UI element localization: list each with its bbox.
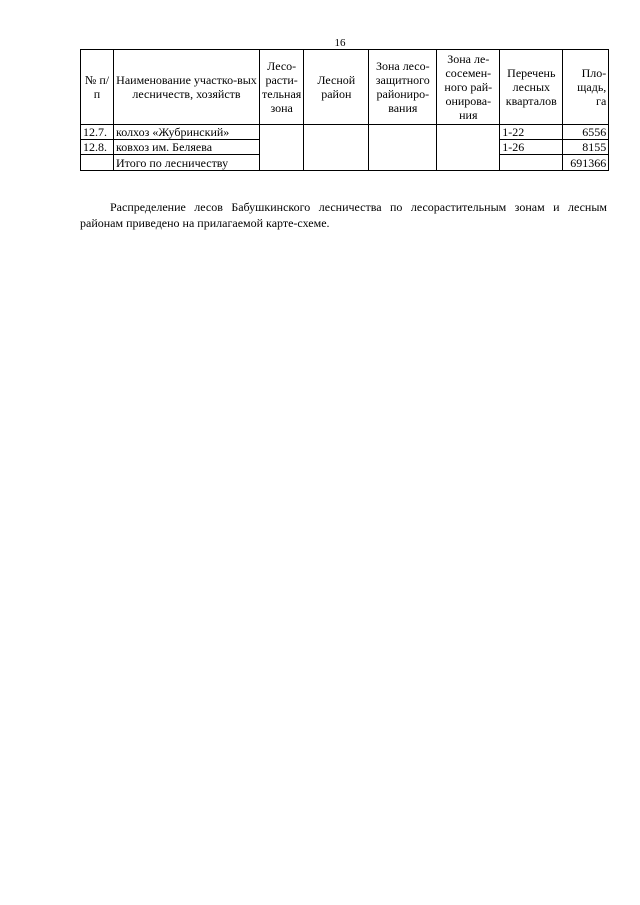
merged-protective-cell xyxy=(369,125,437,171)
header-seed-zone: Зона ле-сосемен-ного рай-онирова-ния xyxy=(437,50,500,125)
header-forest-region: Лесной район xyxy=(304,50,369,125)
row-quarters: 1-22 xyxy=(500,125,563,140)
row-number: 12.8. xyxy=(81,140,114,155)
total-label: Итого по лесничеству xyxy=(114,155,260,171)
row-name: ковхоз им. Беляева xyxy=(114,140,260,155)
table-header-row xyxy=(81,50,609,125)
merged-zone-cell xyxy=(260,125,304,171)
total-empty-cell xyxy=(81,155,114,171)
merged-seed-cell xyxy=(437,125,500,171)
page-number: 16 xyxy=(334,37,346,49)
row-area: 8155 xyxy=(563,140,609,155)
header-protective-zone: Зона лесо-защитного райониро-вания xyxy=(369,50,437,125)
header-name: Наименование участко-вых лесничеств, хозяйств xyxy=(114,50,260,125)
forest-district-table xyxy=(80,49,609,171)
table-row xyxy=(81,125,609,140)
header-vegetation-zone: Лесо-расти-тельная зона xyxy=(260,50,304,125)
total-quarters-cell xyxy=(500,155,563,171)
row-quarters: 1-26 xyxy=(500,140,563,155)
total-area: 691366 xyxy=(563,155,609,171)
header-area: Пло-щадь, га xyxy=(563,50,609,125)
row-number: 12.7. xyxy=(81,125,114,140)
body-paragraph: Распределение лесов Бабушкинского лесничества по лесорастительным зонам и лесным районам приведено на прилагаемой карте-схеме. xyxy=(80,200,607,230)
row-area: 6556 xyxy=(563,125,609,140)
header-number: № п/п xyxy=(81,50,114,125)
header-quarters: Перечень лесных кварталов xyxy=(500,50,563,125)
row-name: колхоз «Жубринский» xyxy=(114,125,260,140)
merged-region-cell xyxy=(304,125,369,171)
